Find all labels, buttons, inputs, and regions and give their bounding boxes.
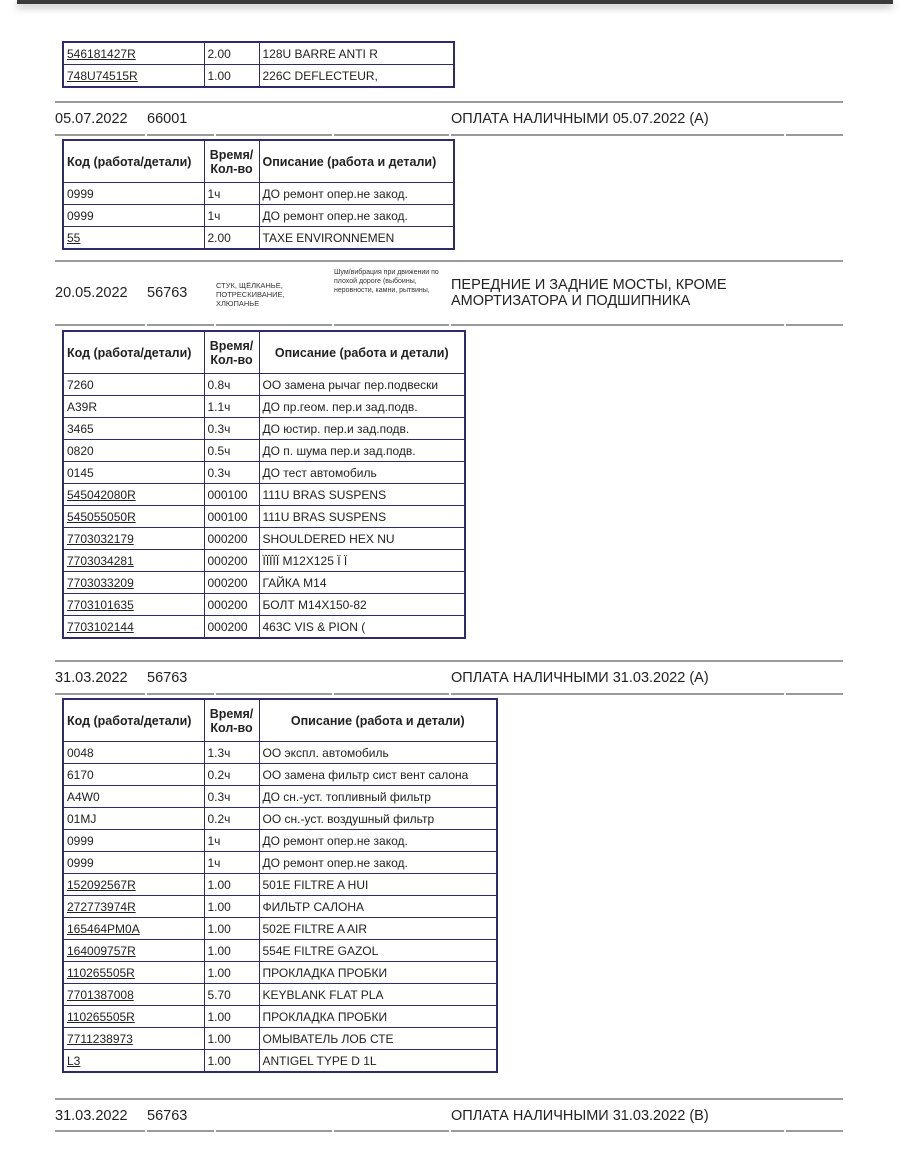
part-code-link[interactable]: 7703034281 [67,553,134,568]
description-cell: ФИЛЬТР САЛОНА [259,896,497,918]
column-header-description: Описание (работа и детали) [259,331,465,374]
part-code-link[interactable]: 545042080R [67,487,136,502]
qty-cell: 000100 [204,484,259,506]
qty-cell: 2.00 [204,227,259,250]
description-cell: ГАЙКА M14 [259,572,465,594]
qty-cell: 0.3ч [204,786,259,808]
description-cell: 463C VIS & PION ( [259,616,465,639]
description-cell: 554E FILTRE GAZOL [259,940,497,962]
order-header [55,660,843,695]
part-code-link[interactable]: 110265505R [67,965,135,980]
qty-cell: 0.2ч [204,764,259,786]
qty-cell: 000200 [204,594,259,616]
viewer-top-bar [17,0,893,4]
table-row [63,874,497,896]
qty-cell: 1.00 [204,1006,259,1028]
qty-cell: 1.1ч [204,396,259,418]
qty-cell: 1.00 [204,896,259,918]
qty-cell: 1.00 [204,940,259,962]
table-row [63,374,465,396]
table-row [63,786,497,808]
description-cell: ОО замена фильтр сист вент салона [259,764,497,786]
code-cell: 0820 [63,440,204,462]
table-row [63,962,497,984]
code-cell: 7260 [63,374,204,396]
order-header [55,260,843,328]
description-cell: TAXE ENVIRONNEMEN [259,227,454,250]
order-number: 56763 [147,285,188,301]
description-cell: ANTIGEL TYPE D 1L [259,1050,497,1073]
table-row [63,940,497,962]
qty-cell: 5.70 [204,984,259,1006]
divider [55,660,843,662]
order-title: ОПЛАТА НАЛИЧНЫМИ 05.07.2022 (А) [451,111,709,127]
part-code-link[interactable]: L3 [67,1053,81,1068]
part-code-link[interactable]: 165464PM0A [67,921,140,936]
qty-cell: 1ч [204,830,259,852]
description-cell: ДО сн.-уст. топливный фильтр [259,786,497,808]
table-header-row [63,699,497,742]
qty-cell: 1.00 [204,1028,259,1050]
order-date: 05.07.2022 [55,111,128,127]
order-number: 56763 [147,670,188,686]
part-code-link[interactable]: 748U74515R [67,68,138,83]
table-header-row [63,140,454,183]
parts-table-continued [62,41,455,88]
code-cell: 0999 [63,205,204,227]
part-code-link[interactable]: 55 [67,230,81,245]
column-header-code: Код (работа/детали) [63,331,204,374]
description-cell: ОО сн.-уст. воздушный фильтр [259,808,497,830]
column-header-qty: Время/ Кол-во [204,699,259,742]
divider [55,1098,843,1100]
description-cell: SHOULDERED HEX NU [259,528,465,550]
description-cell: KEYBLANK FLAT PLA [259,984,497,1006]
description-cell: БОЛТ M14X150-82 [259,594,465,616]
part-code-link[interactable]: 545055050R [67,509,136,524]
table-row [63,227,454,250]
table-row [63,852,497,874]
table-row [63,594,465,616]
work-parts-table [62,139,455,250]
divider [55,324,843,326]
table-row [63,506,465,528]
description-cell: ДО юстир. пер.и зад.подв. [259,418,465,440]
column-header-qty: Время/ Кол-во [204,140,259,183]
table-row [63,918,497,940]
divider [55,1130,843,1132]
order-date: 31.03.2022 [55,670,128,686]
qty-cell: 1ч [204,183,259,205]
part-code-link[interactable]: 7703033209 [67,575,134,590]
description-cell: 128U BARRE ANTI R [259,42,454,65]
code-cell: 6170 [63,764,204,786]
code-cell: 0048 [63,742,204,764]
table-row [63,764,497,786]
qty-cell: 1.00 [204,65,259,88]
part-code-link[interactable]: 110265505R [67,1009,135,1024]
table-row [63,742,497,764]
description-cell: 111U BRAS SUSPENS [259,484,465,506]
qty-cell: 000200 [204,572,259,594]
order-date: 20.05.2022 [55,285,128,301]
description-cell: ПРОКЛАДКА ПРОБКИ [259,1006,497,1028]
code-cell: 0999 [63,830,204,852]
qty-cell: 000100 [204,506,259,528]
column-header-code: Код (работа/детали) [63,699,204,742]
table-row [63,830,497,852]
table-row [63,418,465,440]
order-number: 56763 [147,1108,188,1124]
table-row [63,1006,497,1028]
code-cell: A39R [63,396,204,418]
qty-cell: 0.3ч [204,418,259,440]
table-row [63,550,465,572]
table-row [63,440,465,462]
table-row [63,396,465,418]
work-parts-table [62,698,498,1073]
qty-cell: 0.2ч [204,808,259,830]
order-number: 66001 [147,111,188,127]
part-code-link[interactable]: 7703032179 [67,531,134,546]
description-cell: ДО ремонт опер.не закод. [259,852,497,874]
qty-cell: 1ч [204,852,259,874]
table-row [63,1028,497,1050]
part-code-link[interactable]: 7701387008 [67,987,134,1002]
description-cell: ДО ремонт опер.не закод. [259,205,454,227]
divider [55,260,843,262]
description-cell: ДО ремонт опер.не закод. [259,183,454,205]
code-cell: 0999 [63,183,204,205]
table-row [63,528,465,550]
table-row [63,462,465,484]
part-code-link[interactable]: 546181427R [67,46,136,61]
qty-cell: 2.00 [204,42,259,65]
description-cell: 501E FILTRE A HUI [259,874,497,896]
description-cell: ДО тест автомобиль [259,462,465,484]
description-cell: 502E FILTRE A AIR [259,918,497,940]
code-cell: 0999 [63,852,204,874]
table-row [63,572,465,594]
description-cell: ДО пр.геом. пер.и зад.подв. [259,396,465,418]
qty-cell: 0.5ч [204,440,259,462]
table-row [63,984,497,1006]
code-cell: 0145 [63,462,204,484]
description-cell: ДО п. шума пер.и зад.подв. [259,440,465,462]
qty-cell: 0.3ч [204,462,259,484]
description-cell: ПРОКЛАДКА ПРОБКИ [259,962,497,984]
table-row [63,808,497,830]
divider [55,693,843,695]
description-cell: ДО ремонт опер.не закод. [259,830,497,852]
code-cell: 3465 [63,418,204,440]
table-row [63,65,454,88]
column-header-code: Код (работа/детали) [63,140,204,183]
description-cell: ÏÏÏÏÏ M12X125 Ï Ï [259,550,465,572]
column-header-description: Описание (работа и детали) [259,140,454,183]
work-parts-table [62,330,466,639]
divider [55,101,843,103]
description-cell: ОО экспл. автомобиль [259,742,497,764]
table-row [63,183,454,205]
qty-cell: 1.00 [204,1050,259,1073]
divider [55,134,843,136]
table-row [63,205,454,227]
qty-cell: 1.00 [204,874,259,896]
part-code-link[interactable]: 7703101635 [67,597,134,612]
order-title: ОПЛАТА НАЛИЧНЫМИ 31.03.2022 (А) [451,670,709,686]
order-header [55,1098,843,1133]
table-header-row [63,331,465,374]
code-cell: 01MJ [63,808,204,830]
diagnosis-text: Шум/вибрация при движении по плохой дороге (выбоины, неровности, камни, рытвины, [334,269,439,294]
table-row [63,42,454,65]
description-cell: ОО замена рычаг пер.подвески [259,374,465,396]
description-cell: 111U BRAS SUSPENS [259,506,465,528]
qty-cell: 000200 [204,616,259,639]
table-row [63,1050,497,1073]
table-row [63,484,465,506]
qty-cell: 1.3ч [204,742,259,764]
qty-cell: 000200 [204,528,259,550]
part-code-link[interactable]: 272773974R [67,899,136,914]
qty-cell: 0.8ч [204,374,259,396]
part-code-link[interactable]: 152092567R [67,877,136,892]
order-header [55,101,843,136]
qty-cell: 1.00 [204,962,259,984]
part-code-link[interactable]: 7711238973 [67,1031,133,1046]
order-date: 31.03.2022 [55,1108,128,1124]
part-code-link[interactable]: 7703102144 [67,619,134,634]
complaint-text: СТУК, ЩЁЛКАНЬЕ, ПОТРЕСКИВАНИЕ, ХЛЮПАНЬЕ [216,281,285,308]
description-cell: ОМЫВАТЕЛЬ ЛОБ СТЕ [259,1028,497,1050]
qty-cell: 1.00 [204,918,259,940]
qty-cell: 1ч [204,205,259,227]
qty-cell: 000200 [204,550,259,572]
column-header-description: Описание (работа и детали) [259,699,497,742]
order-title: ПЕРЕДНИЕ И ЗАДНИЕ МОСТЫ, КРОМЕ АМОРТИЗАТОРА И ПОДШИПНИКА [451,277,727,309]
table-row [63,616,465,639]
column-header-qty: Время/ Кол-во [204,331,259,374]
part-code-link[interactable]: 164009757R [67,943,136,958]
order-title: ОПЛАТА НАЛИЧНЫМИ 31.03.2022 (В) [451,1108,709,1124]
code-cell: A4W0 [63,786,204,808]
table-row [63,896,497,918]
description-cell: 226C DEFLECTEUR, [259,65,454,88]
